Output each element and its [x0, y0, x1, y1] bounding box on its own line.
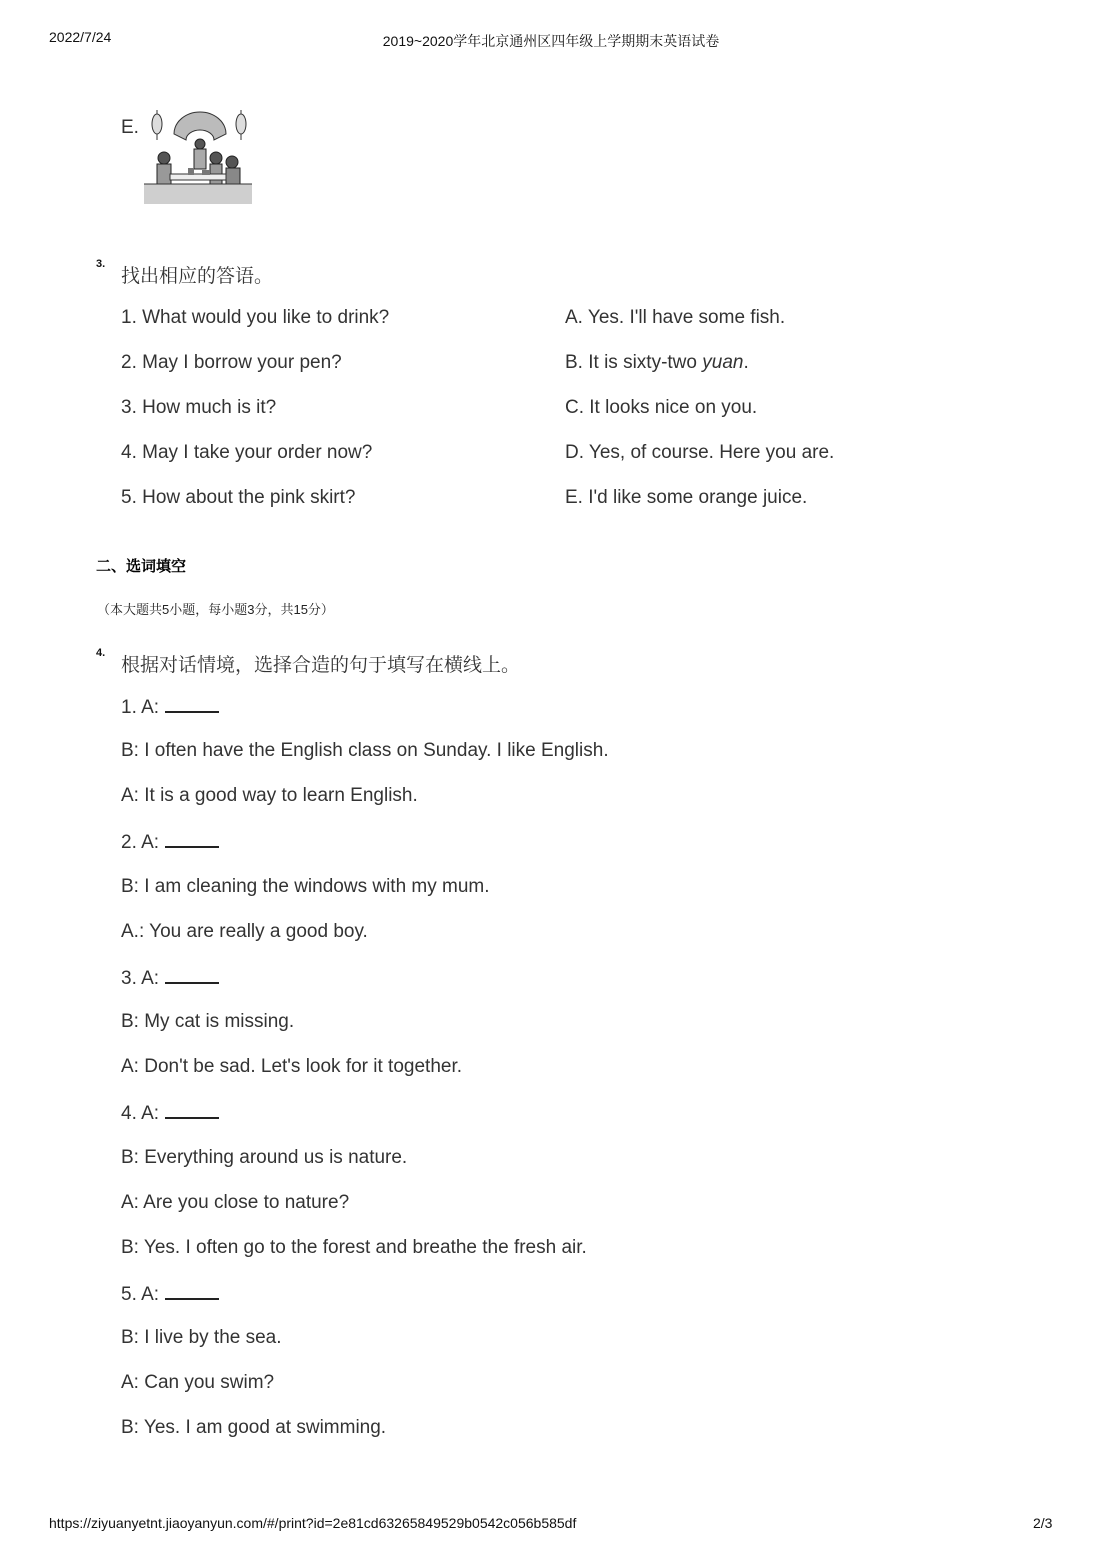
- q4-line-16: A: Can you swim?: [121, 1372, 275, 1393]
- question-4-number: 4.: [96, 647, 106, 659]
- q4-line-9: A: Don't be sad. Let's look for it together.: [121, 1056, 463, 1077]
- dialogue-label: 1. A:: [121, 697, 160, 718]
- dialogue-label: 5. A:: [121, 1284, 160, 1305]
- q3-answer-b-italic: yuan: [702, 352, 744, 373]
- q4-line-11: B: Everything around us is nature.: [121, 1147, 408, 1168]
- document-title: 2019~2020学年北京通州区四年级上学期期末英语试卷: [382, 33, 720, 49]
- answer-blank-2[interactable]: [165, 830, 219, 848]
- q4-line-5: B: I am cleaning the windows with my mum.: [121, 876, 490, 897]
- q4-line-15: B: I live by the sea.: [121, 1327, 282, 1348]
- answer-blank-3[interactable]: [165, 966, 219, 984]
- question-4-prompt: 根据对话情境，选择合造的句于填写在横线上。: [121, 655, 521, 676]
- q3-answer-b-text: B. It is sixty-two: [565, 352, 703, 373]
- q4-line-3: A: It is a good way to learn English.: [121, 785, 418, 806]
- q3-answer-c: C. It looks nice on you.: [565, 397, 758, 418]
- q4-line-6: A.: You are really a good boy.: [121, 921, 368, 942]
- dialogue-label: 2. A:: [121, 832, 160, 853]
- answer-blank-5[interactable]: [165, 1282, 219, 1300]
- q3-question-2: 2. May I borrow your pen?: [121, 352, 342, 373]
- page-url: https://ziyuanyetnt.jiaoyanyun.com/#/print?id=2e81cd63265849529b0542c056b585df: [49, 1515, 577, 1531]
- q4-line-17: B: Yes. I am good at swimming.: [121, 1417, 387, 1438]
- q3-question-3: 3. How much is it?: [121, 397, 277, 418]
- q4-line-4: [121, 830, 219, 854]
- question-3-prompt: 找出相应的答语。: [121, 266, 274, 287]
- q4-line-12: A: Are you close to nature?: [121, 1192, 350, 1213]
- q4-line-7: [121, 966, 219, 990]
- q3-answer-b-suffix: .: [743, 352, 749, 373]
- print-date: 2022/7/24: [49, 29, 112, 45]
- answer-blank-1[interactable]: [165, 695, 219, 713]
- q4-line-8: B: My cat is missing.: [121, 1011, 295, 1032]
- dialogue-label: 3. A:: [121, 968, 160, 989]
- q3-question-4: 4. May I take your order now?: [121, 442, 373, 463]
- answer-blank-4[interactable]: [165, 1101, 219, 1119]
- q3-answer-a: A. Yes. I'll have some fish.: [565, 307, 786, 328]
- section-2-note: （本大题共5小题，每小题3分，共15分）: [97, 602, 334, 617]
- option-e-label: E.: [121, 117, 139, 138]
- q4-line-2: B: I often have the English class on Sunday. I like English.: [121, 740, 609, 761]
- q4-line-1: [121, 695, 219, 719]
- q3-answer-e: E. I'd like some orange juice.: [565, 487, 808, 508]
- dialogue-label: 4. A:: [121, 1103, 160, 1124]
- q3-answer-d: D. Yes, of course. Here you are.: [565, 442, 835, 463]
- restaurant-illustration: [144, 110, 252, 204]
- q3-question-5: 5. How about the pink skirt?: [121, 487, 356, 508]
- question-3-number: 3.: [96, 258, 106, 270]
- q4-line-10: [121, 1101, 219, 1125]
- section-2-title: 二、选词填空: [96, 558, 187, 575]
- q3-answer-b: [565, 352, 749, 374]
- page-number: 2/3: [1033, 1515, 1053, 1531]
- q4-line-13: B: Yes. I often go to the forest and breathe the fresh air.: [121, 1237, 587, 1258]
- q3-question-1: 1. What would you like to drink?: [121, 307, 390, 328]
- q4-line-14: [121, 1282, 219, 1306]
